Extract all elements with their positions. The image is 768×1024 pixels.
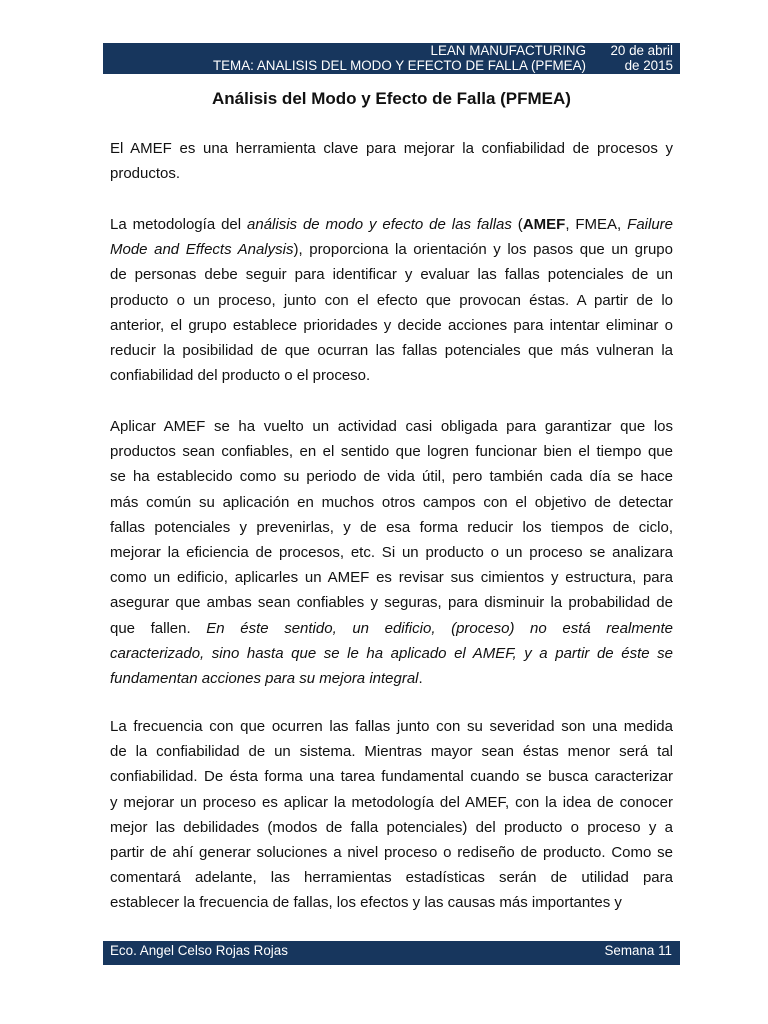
text-run: reducir la posibilidad de que ocurran las fallas potenciales que más vulneran la (110, 342, 673, 359)
paragraph-line (110, 291, 673, 311)
paragraph-line (110, 316, 673, 336)
paragraph-line (110, 742, 673, 762)
paragraph-line (110, 669, 673, 689)
text-run: ( (511, 216, 523, 233)
paragraph-line (110, 843, 673, 863)
text-run: como un edificio, aplicarles un AMEF es revisar sus cimientos y estructura, para (110, 569, 673, 587)
italic-text: Failure (627, 216, 674, 233)
paragraph-line (110, 265, 673, 285)
page-header (103, 43, 680, 74)
italic-text: Mode and Effects Analysis (110, 241, 294, 259)
text-run: partir de ahí generar soluciones a nivel proceso o rediseño de producto. Como se (110, 844, 673, 861)
paragraph-line (110, 215, 673, 235)
paragraph-line (110, 442, 673, 462)
paragraph-line (110, 818, 673, 838)
text-run: confiabilidad del producto o el proceso. (110, 367, 371, 385)
paragraph-line (110, 240, 673, 260)
header-course: LEAN MANUFACTURING (430, 43, 586, 58)
text-run: anterior, el grupo establece prioridades y decide acciones para intentar eliminar o (110, 316, 673, 334)
paragraph-line (110, 164, 673, 184)
paragraph-line (110, 793, 673, 813)
text-run: , FMEA, (565, 216, 628, 233)
paragraph-line (110, 417, 673, 437)
paragraph-line (110, 893, 673, 913)
paragraph-line (110, 139, 673, 159)
paragraph-line (110, 543, 673, 563)
text-run: y mejorar un proceso es aplicar la metodología del AMEF, con la idea de conocer (110, 793, 673, 811)
text-run: El AMEF es una herramienta clave para mejorar la confiabilidad de procesos y (110, 140, 673, 157)
footer-author: Eco. Angel Celso Rojas Rojas (110, 943, 288, 958)
text-run: establecer la frecuencia de fallas, los efectos y las causas más importantes y (110, 894, 622, 912)
text-run: confiabilidad. De ésta forma una tarea fundamental cuando se busca caracterizar (110, 768, 673, 786)
text-run: . (418, 670, 423, 687)
text-run: más común su aplicación en muchos otros campos con el objetivo de detectar (110, 493, 673, 511)
italic-text: En éste sentido, un edificio, (proceso) no está realmente (206, 619, 674, 637)
text-run: de personas debe seguir para identificar y evaluar las fallas potenciales de un (110, 266, 673, 284)
text-run: se ha establecido como su periodo de vida útil, pero también cada día se hace (110, 468, 673, 486)
italic-text: caracterizado, sino hasta que se le ha aplicado el AMEF, y a partir de éste se (110, 644, 673, 662)
paragraph-line (110, 341, 673, 361)
paragraph-line (110, 717, 673, 737)
document-title: Análisis del Modo y Efecto de Falla (PFMEA) (212, 89, 571, 108)
italic-text: fundamentan acciones para su mejora integral (110, 670, 419, 687)
footer-week: Semana 11 (604, 943, 672, 958)
text-run: mejor las debilidades (modos de falla potenciales) del producto o proceso y a (110, 818, 673, 836)
page-footer (103, 941, 680, 965)
header-topic: TEMA: ANALISIS DEL MODO Y EFECTO DE FALLA (PFMEA) (212, 58, 586, 73)
paragraph-line (110, 366, 673, 386)
text-run: ), proporciona la orientación y los pasos que un grupo (293, 241, 673, 259)
paragraph-line (110, 518, 673, 538)
text-run: asegurar que ambas sean confiables y seguras, para disminuir la probabilidad de (110, 594, 673, 612)
header-date-day: 20 de abril (610, 43, 673, 58)
paragraph-line (110, 467, 673, 487)
text-run: productos. (110, 165, 181, 183)
text-run: producto o un proceso, junto con el efecto que provocan éstas. A partir de lo (110, 291, 673, 309)
header-date-year: de 2015 (624, 58, 673, 73)
text-run: de la confiabilidad de un sistema. Mientras mayor sean éstas menor será tal (110, 743, 673, 761)
italic-text: análisis de modo y efecto de las fallas (247, 216, 512, 233)
paragraph-line (110, 593, 673, 613)
paragraph-line (110, 493, 673, 513)
text-run: La metodología del (110, 216, 248, 233)
paragraph-line (110, 644, 673, 664)
text-run: comentará adelante, las herramientas estadísticas serán de utilidad para (110, 869, 673, 887)
text-run: fallas potenciales y prevenirlas, y de esa forma reducir los tiempos de ciclo, (110, 518, 673, 536)
text-run: mejorar la eficiencia de procesos, etc. Si un producto o un proceso se analizara (110, 544, 673, 561)
text-run: La frecuencia con que ocurren las fallas junto con su severidad son una medida (110, 718, 673, 735)
text-run: que fallen. (110, 619, 207, 637)
text-run: Aplicar AMEF se ha vuelto un actividad casi obligada para garantizar que los (110, 418, 673, 435)
paragraph-line (110, 568, 673, 588)
paragraph-line (110, 868, 673, 888)
paragraph-line (110, 767, 673, 787)
text-run: productos sean confiables, en el sentido que logren funcionar bien el tiempo que (110, 443, 673, 461)
paragraph-line (110, 619, 673, 639)
bold-text: AMEF (522, 216, 566, 233)
